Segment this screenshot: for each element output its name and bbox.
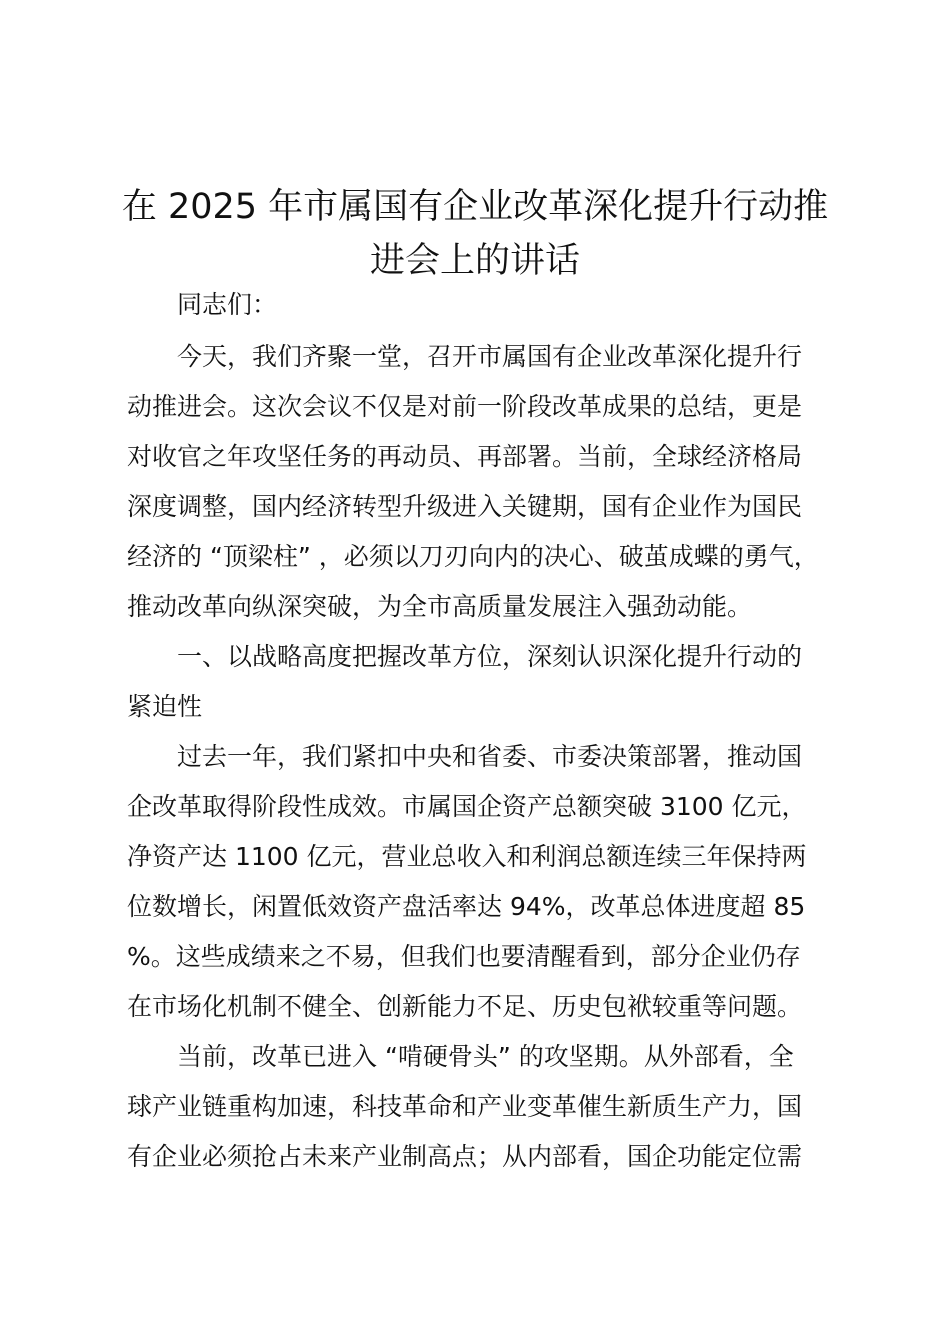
section-heading-1-line-2: 紧迫性: [127, 692, 203, 721]
paragraph-3-line-2: 球产业链重构加速，科技革命和产业变革催生新质生产力，国: [127, 1092, 803, 1121]
paragraph-2-line-4: 位数增长，闲置低效资产盘活率达 94%，改革总体进度超 85: [127, 892, 806, 921]
paragraph-1-line-4: 深度调整，国内经济转型升级进入关键期，国有企业作为国民: [127, 492, 803, 521]
paragraph-1-line-2: 动推进会。这次会议不仅是对前一阶段改革成果的总结，更是: [127, 392, 803, 421]
title-line-1: 在 2025 年市属国有企业改革深化提升行动推: [121, 187, 829, 227]
paragraph-1-line-6: 推动改革向纵深突破，为全市高质量发展注入强劲动能。: [127, 592, 753, 621]
paragraph-2-line-1: 过去一年，我们紧扣中央和省委、市委决策部署，推动国: [177, 742, 803, 771]
paragraph-3-line-3: 有企业必须抢占未来产业制高点；从内部看，国企功能定位需: [127, 1142, 803, 1171]
paragraph-2-line-2: 企改革取得阶段性成效。市属国企资产总额突破 3100 亿元，: [127, 792, 807, 821]
paragraph-1-line-5: 经济的 “顶梁柱” ，必须以刀刃向内的决心、破茧成蝶的勇气，: [127, 542, 819, 571]
paragraph-1-line-3: 对收官之年攻坚任务的再动员、再部署。当前，全球经济格局: [127, 442, 803, 471]
paragraph-2-line-5: %。这些成绩来之不易，但我们也要清醒看到，部分企业仍存: [127, 942, 801, 971]
document-body: [127, 280, 839, 1182]
salutation: 同志们：: [177, 290, 278, 319]
title-line-2: 进会上的讲话: [369, 241, 580, 281]
document-title: [100, 180, 850, 288]
section-heading-1-line-1: 一、以战略高度把握改革方位，深刻认识深化提升行动的: [177, 642, 803, 671]
paragraph-2-line-6: 在市场化机制不健全、创新能力不足、历史包袱较重等问题。: [127, 992, 803, 1021]
paragraph-1-line-1: 今天，我们齐聚一堂，召开市属国有企业改革深化提升行: [177, 342, 803, 371]
paragraph-3-line-1: 当前，改革已进入 “啃硬骨头” 的攻坚期。从外部看，全: [177, 1042, 794, 1071]
paragraph-2-line-3: 净资产达 1100 亿元，营业总收入和利润总额连续三年保持两: [127, 842, 807, 871]
